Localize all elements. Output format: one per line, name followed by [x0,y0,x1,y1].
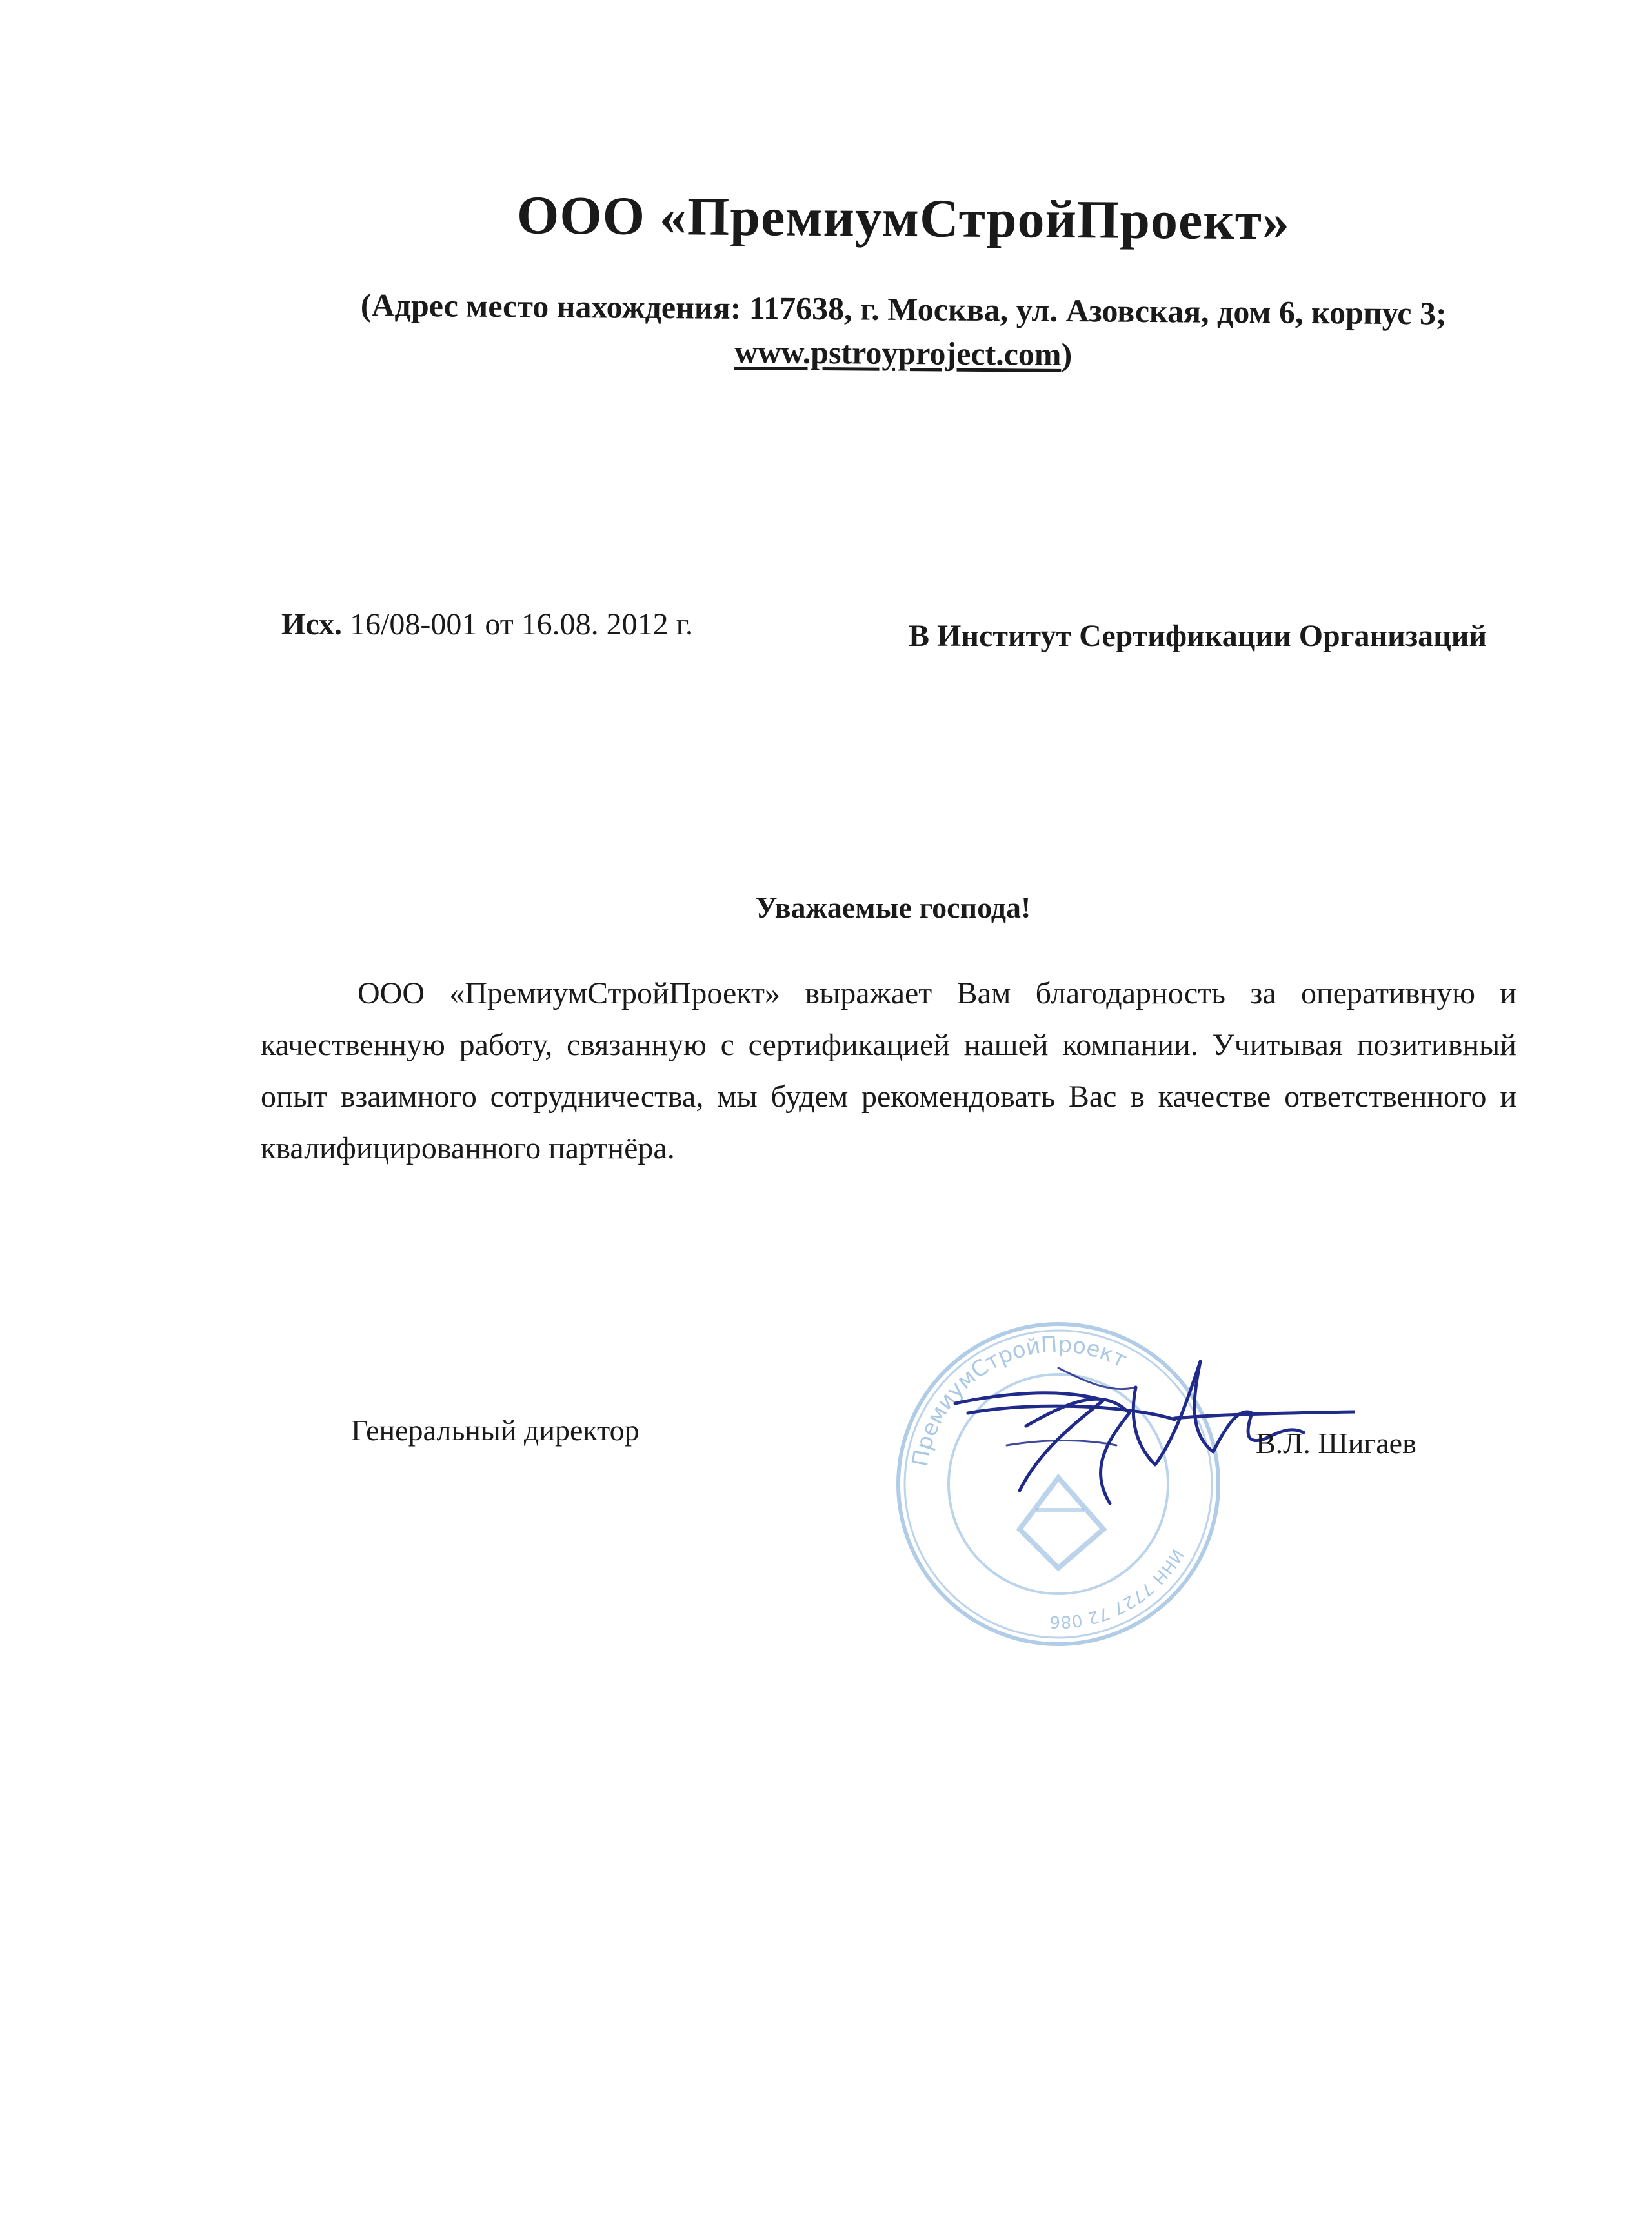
salutation: Уважаемые господа! [755,891,1031,924]
address-close: ) [1061,336,1073,373]
reference-number-date: 16/08-001 от 16.08. 2012 г. [342,607,693,641]
address-line: (Адрес место нахождения: 117638, г. Москва, ул. Азовская, дом 6, корпус 3; [360,286,1447,332]
letterhead-title: ООО «ПремиумСтройПроект» [516,185,1291,252]
letter-body: ООО «ПремиумСтройПроект» выражает Вам благодарность за оперативную и качественную работу, связанную с сертификацией нашей компании. Учитывая позитивный опыт взаимного сотрудничества, мы будем рекомендовать Вас в качестве ответственного и квалифицированного партнёра. [261,976,1516,1165]
recipient: В Институт Сертификации Организаций [909,619,1487,653]
reference-prefix: Исх. [281,607,343,641]
letterhead-address [0,280,1652,382]
company-website[interactable]: www.pstroyproject.com [734,333,1062,372]
stamp-inn-text: ИНН 7727 72 086 [1049,1545,1187,1632]
signer-title: Генеральный директор [351,1414,640,1447]
reference-line [281,607,693,642]
signer-name: В.Л. Шигаев [1256,1427,1416,1460]
stamp-ring-text: ПремиумСтройПроект [907,1331,1131,1469]
